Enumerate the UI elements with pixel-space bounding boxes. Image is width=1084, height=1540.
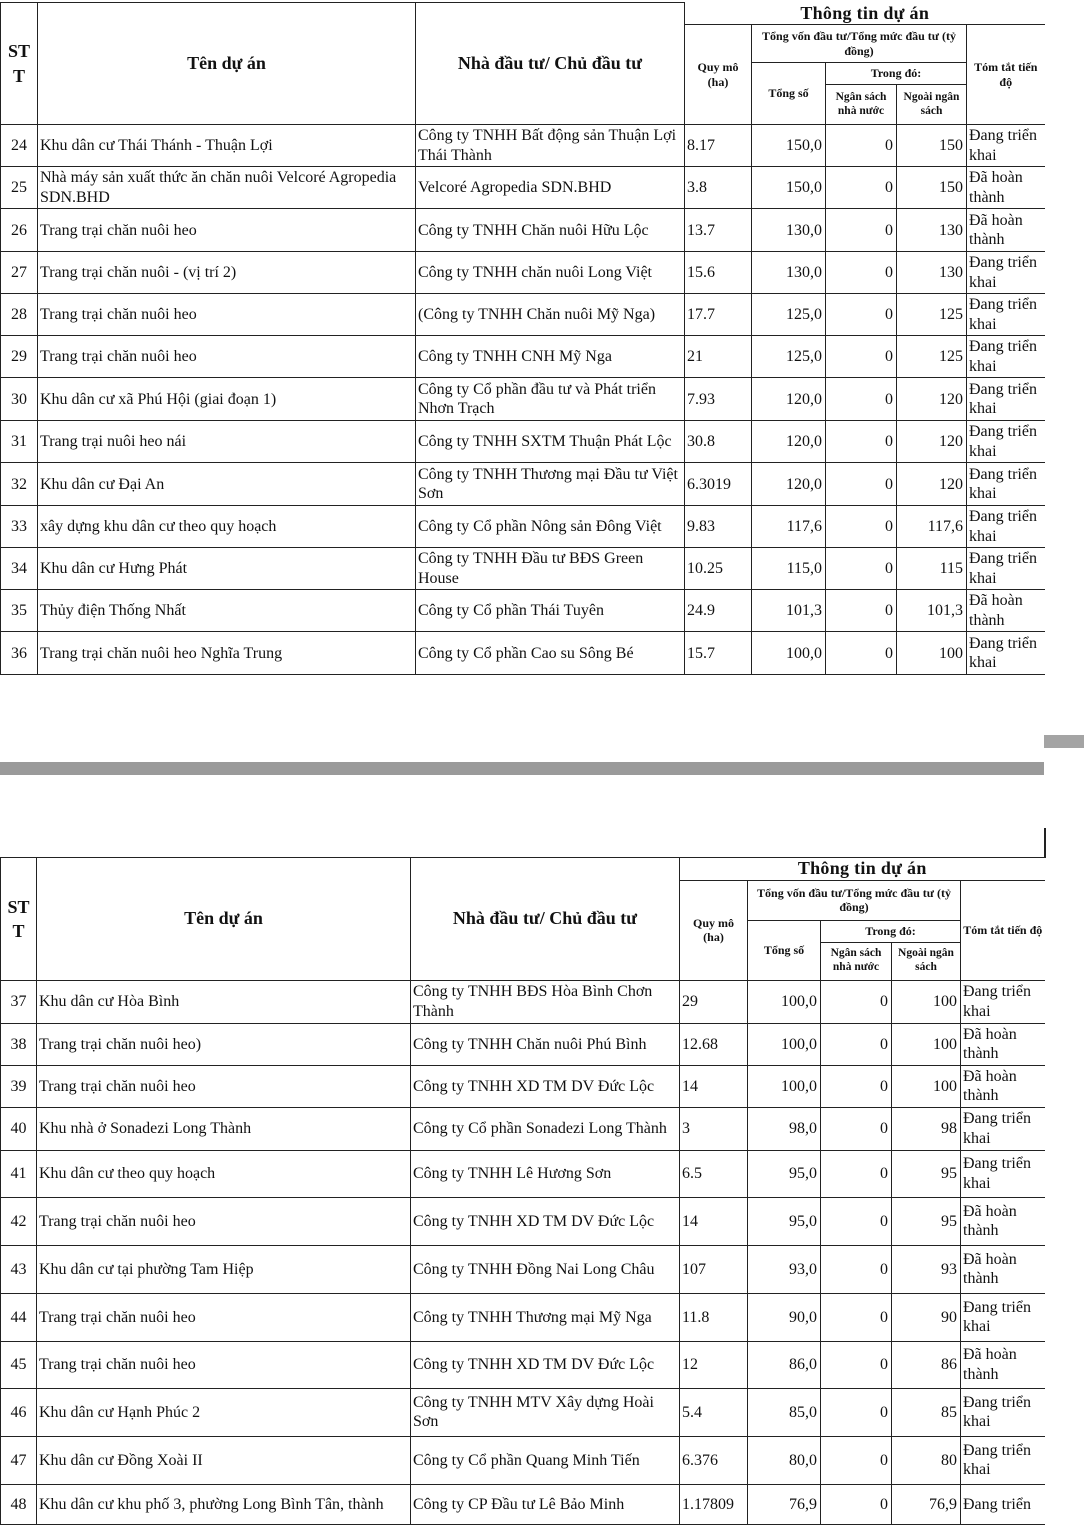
cell-project-name: Khu dân cư Hòa Bình	[37, 980, 411, 1023]
cell-state-budget: 0	[821, 1065, 892, 1107]
cell-scale: 7.93	[685, 378, 752, 421]
cell-non-budget: 100	[892, 1023, 961, 1065]
table-row	[1, 1388, 1045, 1436]
page-divider	[0, 762, 1044, 775]
cell-progress: Đã hoàn thành	[961, 1245, 1045, 1293]
cell-total: 120,0	[752, 463, 826, 506]
cell-total: 95,0	[748, 1197, 821, 1245]
cell-investor: Công ty TNHH Thương mại Đầu tư Việt Sơn	[416, 463, 685, 506]
cell-non-budget: 150	[897, 167, 967, 209]
cell-stt: 41	[1, 1150, 37, 1197]
header-project-info: Thông tin dự án	[680, 858, 1045, 881]
cell-scale: 29	[680, 980, 748, 1023]
cell-state-budget: 0	[821, 1197, 892, 1245]
cell-stt: 30	[1, 378, 38, 421]
cell-state-budget: 0	[821, 1436, 892, 1484]
cell-progress: Đang triển khai	[961, 1388, 1045, 1436]
cell-total: 93,0	[748, 1245, 821, 1293]
cell-non-budget: 95	[892, 1150, 961, 1197]
header-investor: Nhà đầu tư/ Chủ đầu tư	[411, 858, 680, 981]
cell-state-budget: 0	[826, 167, 897, 209]
header-progress: Tóm tắt tiến độ	[961, 880, 1045, 980]
header-state-budget: Ngân sách nhà nước	[821, 942, 892, 980]
table-body-2	[1, 980, 1045, 1524]
cell-stt: 31	[1, 421, 38, 463]
table-row	[1, 252, 1045, 294]
cell-non-budget: 80	[892, 1436, 961, 1484]
cell-scale: 9.83	[685, 506, 752, 548]
table-row	[1, 1436, 1045, 1484]
cell-scale: 3.8	[685, 167, 752, 209]
cell-state-budget: 0	[826, 506, 897, 548]
table-body-1	[1, 125, 1045, 675]
cell-project-name: Trang trại chăn nuôi heo Nghĩa Trung	[38, 632, 416, 675]
cell-stt: 36	[1, 632, 38, 675]
cell-investor: Công ty TNHH MTV Xây dựng Hoài Sơn	[411, 1388, 680, 1436]
cell-non-budget: 101,3	[897, 590, 967, 632]
cell-scale: 24.9	[685, 590, 752, 632]
cell-state-budget: 0	[821, 1341, 892, 1388]
cell-non-budget: 125	[897, 336, 967, 378]
cell-progress: Đang triển khai	[961, 1436, 1045, 1484]
cell-stt: 28	[1, 294, 38, 336]
cell-state-budget: 0	[821, 1023, 892, 1065]
cell-investor: Công ty CP Đầu tư Lê Bảo Minh	[411, 1484, 680, 1524]
cell-state-budget: 0	[826, 252, 897, 294]
cell-project-name: Trang trại chăn nuôi heo	[37, 1293, 411, 1341]
header-of-which: Trong đó:	[821, 920, 961, 942]
cell-scale: 8.17	[685, 125, 752, 167]
cell-progress: Đã hoàn thành	[961, 1341, 1045, 1388]
cell-non-budget: 150	[897, 125, 967, 167]
cell-non-budget: 100	[892, 980, 961, 1023]
cell-progress: Đang triển khai	[961, 1150, 1045, 1197]
cell-scale: 30.8	[685, 421, 752, 463]
cell-stt: 39	[1, 1065, 37, 1107]
header-investor: Nhà đầu tư/ Chủ đầu tư	[416, 3, 685, 125]
cell-non-budget: 90	[892, 1293, 961, 1341]
table-row	[1, 463, 1045, 506]
cell-progress: Đang triển khai	[961, 1107, 1045, 1150]
cell-total: 130,0	[752, 209, 826, 252]
table-row	[1, 1197, 1045, 1245]
header-capital: Tổng vốn đầu tư/Tổng mức đầu tư (tỷ đồng)	[748, 880, 961, 920]
cell-stt: 44	[1, 1293, 37, 1341]
cell-stt: 48	[1, 1484, 37, 1524]
cell-stt: 25	[1, 167, 38, 209]
cell-non-budget: 125	[897, 294, 967, 336]
table-row	[1, 548, 1045, 590]
table-header	[1, 858, 1045, 981]
page-divider-edge	[1044, 735, 1084, 748]
cell-stt: 27	[1, 252, 38, 294]
cell-project-name: Khu dân cư Đại An	[38, 463, 416, 506]
cell-investor: Công ty TNHH Bất động sản Thuận Lợi Thái Thành	[416, 125, 685, 167]
cell-scale: 5.4	[680, 1388, 748, 1436]
cell-project-name: Khu dân cư Hưng Phát	[38, 548, 416, 590]
cell-total: 98,0	[748, 1107, 821, 1150]
cell-state-budget: 0	[826, 548, 897, 590]
header-total: Tổng số	[748, 920, 821, 980]
cell-investor: Công ty TNHH Đồng Nai Long Châu	[411, 1245, 680, 1293]
cell-investor: Công ty Cổ phần Quang Minh Tiến	[411, 1436, 680, 1484]
cell-non-budget: 120	[897, 378, 967, 421]
cell-stt: 24	[1, 125, 38, 167]
cell-state-budget: 0	[826, 209, 897, 252]
table-row	[1, 1245, 1045, 1293]
table-row	[1, 590, 1045, 632]
cell-scale: 12	[680, 1341, 748, 1388]
cell-scale: 12.68	[680, 1023, 748, 1065]
cell-stt: 43	[1, 1245, 37, 1293]
cell-project-name: Khu dân cư Đồng Xoài II	[37, 1436, 411, 1484]
cell-total: 150,0	[752, 125, 826, 167]
cell-scale: 6.5	[680, 1150, 748, 1197]
cell-scale: 21	[685, 336, 752, 378]
table-row	[1, 125, 1045, 167]
cell-project-name: Trang trại chăn nuôi heo	[37, 1341, 411, 1388]
cell-state-budget: 0	[826, 294, 897, 336]
cell-state-budget: 0	[826, 336, 897, 378]
cell-stt: 37	[1, 980, 37, 1023]
cell-stt: 40	[1, 1107, 37, 1150]
cell-non-budget: 98	[892, 1107, 961, 1150]
cell-non-budget: 120	[897, 421, 967, 463]
cell-state-budget: 0	[826, 421, 897, 463]
cell-non-budget: 95	[892, 1197, 961, 1245]
table-row	[1, 294, 1045, 336]
cell-non-budget: 93	[892, 1245, 961, 1293]
project-table-1	[0, 2, 1045, 675]
cell-total: 95,0	[748, 1150, 821, 1197]
header-scale: Quy mô (ha)	[680, 880, 748, 980]
cell-project-name: Trang trại chăn nuôi heo	[38, 294, 416, 336]
table-row	[1, 506, 1045, 548]
cell-state-budget: 0	[821, 1388, 892, 1436]
cell-total: 150,0	[752, 167, 826, 209]
cell-stt: 33	[1, 506, 38, 548]
cell-non-budget: 86	[892, 1341, 961, 1388]
cell-non-budget: 120	[897, 463, 967, 506]
cell-project-name: Khu dân cư tại phường Tam Hiệp	[37, 1245, 411, 1293]
cell-total: 101,3	[752, 590, 826, 632]
cell-investor: Công ty TNHH BĐS Hòa Bình Chơn Thành	[411, 980, 680, 1023]
cell-project-name: Trang trại chăn nuôi heo	[38, 336, 416, 378]
cell-state-budget: 0	[826, 590, 897, 632]
table-row	[1, 1341, 1045, 1388]
cell-investor: Công ty Cổ phần Thái Tuyên	[416, 590, 685, 632]
cell-project-name: Khu dân cư Hạnh Phúc 2	[37, 1388, 411, 1436]
cell-total: 120,0	[752, 421, 826, 463]
sheet-bottom	[0, 857, 1045, 1525]
cell-stt: 45	[1, 1341, 37, 1388]
cell-scale: 1.17809	[680, 1484, 748, 1524]
cell-investor: Công ty TNHH CNH Mỹ Nga	[416, 336, 685, 378]
cell-total: 115,0	[752, 548, 826, 590]
table-row	[1, 1023, 1045, 1065]
cell-state-budget: 0	[821, 1107, 892, 1150]
table-row	[1, 209, 1045, 252]
cell-non-budget: 130	[897, 209, 967, 252]
header-project-info: Thông tin dự án	[685, 3, 1045, 25]
cell-stt: 47	[1, 1436, 37, 1484]
cell-state-budget: 0	[821, 1150, 892, 1197]
cell-state-budget: 0	[821, 980, 892, 1023]
cell-project-name: Trang trại nuôi heo nái	[38, 421, 416, 463]
cell-project-name: Trang trại chăn nuôi heo	[38, 209, 416, 252]
cell-scale: 15.7	[685, 632, 752, 675]
cell-investor: Công ty TNHH XD TM DV Đức Lộc	[411, 1065, 680, 1107]
cell-progress: Đã hoàn thành	[967, 209, 1045, 252]
cell-investor: Công ty Cổ phần Nông sản Đông Việt	[416, 506, 685, 548]
cell-state-budget: 0	[826, 463, 897, 506]
cell-stt: 26	[1, 209, 38, 252]
cell-project-name: Khu dân cư xã Phú Hội (giai đoạn 1)	[38, 378, 416, 421]
cell-non-budget: 100	[897, 632, 967, 675]
cell-state-budget: 0	[826, 125, 897, 167]
cell-stt: 46	[1, 1388, 37, 1436]
cell-investor: Công ty TNHH XD TM DV Đức Lộc	[411, 1341, 680, 1388]
cell-investor: Công ty TNHH Chăn nuôi Phú Bình	[411, 1023, 680, 1065]
cell-total: 86,0	[748, 1341, 821, 1388]
sheet-top	[0, 2, 1045, 675]
cell-non-budget: 100	[892, 1065, 961, 1107]
cell-non-budget: 85	[892, 1388, 961, 1436]
cell-scale: 15.6	[685, 252, 752, 294]
cell-investor: Công ty TNHH Chăn nuôi Hữu Lộc	[416, 209, 685, 252]
cell-total: 80,0	[748, 1436, 821, 1484]
cell-progress: Đang triển khai	[967, 463, 1045, 506]
table-row	[1, 421, 1045, 463]
header-non-budget: Ngoài ngân sách	[892, 942, 961, 980]
cell-scale: 17.7	[685, 294, 752, 336]
cell-total: 117,6	[752, 506, 826, 548]
header-total: Tổng số	[752, 63, 826, 125]
cell-investor: Công ty TNHH XD TM DV Đức Lộc	[411, 1197, 680, 1245]
cell-progress: Đang triển khai	[967, 336, 1045, 378]
cell-stt: 29	[1, 336, 38, 378]
cell-progress: Đang triển khai	[967, 506, 1045, 548]
cell-total: 100,0	[748, 1065, 821, 1107]
cell-progress: Đang triển khai	[967, 632, 1045, 675]
cell-scale: 107	[680, 1245, 748, 1293]
cell-scale: 6.376	[680, 1436, 748, 1484]
cell-progress: Đang triển khai	[967, 421, 1045, 463]
cell-investor: Công ty TNHH Thương mại Mỹ Nga	[411, 1293, 680, 1341]
cell-scale: 6.3019	[685, 463, 752, 506]
cell-investor: Công ty Cổ phần Cao su Sông Bé	[416, 632, 685, 675]
cell-investor: Công ty TNHH Lê Hương Sơn	[411, 1150, 680, 1197]
header-stt: STT	[1, 858, 37, 981]
cell-progress: Đã hoàn thành	[961, 1197, 1045, 1245]
cell-total: 85,0	[748, 1388, 821, 1436]
cell-scale: 13.7	[685, 209, 752, 252]
header-stt: STT	[1, 3, 38, 125]
cell-project-name: xây dựng khu dân cư theo quy hoạch	[38, 506, 416, 548]
cell-project-name: Khu dân cư khu phố 3, phường Long Bình Tân, thành	[37, 1484, 411, 1524]
cell-non-budget: 117,6	[897, 506, 967, 548]
cell-progress: Đang triển khai	[961, 980, 1045, 1023]
cell-total: 125,0	[752, 294, 826, 336]
cell-stt: 35	[1, 590, 38, 632]
header-non-budget: Ngoài ngân sách	[897, 85, 967, 125]
cell-total: 100,0	[748, 980, 821, 1023]
table-row	[1, 336, 1045, 378]
table-row	[1, 1484, 1045, 1524]
cell-project-name: Nhà máy sản xuất thức ăn chăn nuôi Velcoré Agropedia SDN.BHD	[38, 167, 416, 209]
header-state-budget: Ngân sách nhà nước	[826, 85, 897, 125]
cell-investor: Công ty TNHH Đầu tư BĐS Green House	[416, 548, 685, 590]
cell-progress: Đang triển khai	[967, 294, 1045, 336]
cell-investor: (Công ty TNHH Chăn nuôi Mỹ Nga)	[416, 294, 685, 336]
cell-scale: 14	[680, 1197, 748, 1245]
table-row	[1, 1065, 1045, 1107]
cell-investor: Công ty TNHH chăn nuôi Long Việt	[416, 252, 685, 294]
cell-progress: Đang triển khai	[961, 1293, 1045, 1341]
cell-total: 90,0	[748, 1293, 821, 1341]
cell-investor: Công ty Cổ phần đầu tư và Phát triển Nhơn Trạch	[416, 378, 685, 421]
cell-progress: Đang triển	[961, 1484, 1045, 1524]
cell-progress: Đã hoàn thành	[961, 1023, 1045, 1065]
cell-progress: Đã hoàn thành	[967, 167, 1045, 209]
header-progress: Tóm tắt tiến độ	[967, 25, 1045, 125]
cell-stt: 32	[1, 463, 38, 506]
table-row	[1, 1107, 1045, 1150]
cell-total: 120,0	[752, 378, 826, 421]
cell-total: 100,0	[752, 632, 826, 675]
cell-state-budget: 0	[821, 1245, 892, 1293]
cell-total: 100,0	[748, 1023, 821, 1065]
cell-project-name: Trang trại chăn nuôi - (vị trí 2)	[38, 252, 416, 294]
cell-stt: 42	[1, 1197, 37, 1245]
header-scale: Quy mô (ha)	[685, 25, 752, 125]
table-header	[1, 3, 1045, 125]
cell-scale: 11.8	[680, 1293, 748, 1341]
header-of-which: Trong đó:	[826, 63, 967, 85]
cell-progress: Đang triển khai	[967, 125, 1045, 167]
table-row	[1, 632, 1045, 675]
cell-state-budget: 0	[826, 632, 897, 675]
cell-project-name: Trang trại chăn nuôi heo	[37, 1065, 411, 1107]
cell-project-name: Trang trại chăn nuôi heo	[37, 1197, 411, 1245]
project-table-2	[0, 857, 1045, 1525]
header-project-name: Tên dự án	[37, 858, 411, 981]
header-project-name: Tên dự án	[38, 3, 416, 125]
cell-progress: Đang triển khai	[967, 548, 1045, 590]
cell-progress: Đang triển khai	[967, 252, 1045, 294]
cell-progress: Đã hoàn thành	[967, 590, 1045, 632]
cell-project-name: Khu dân cư theo quy hoạch	[37, 1150, 411, 1197]
cell-investor: Velcoré Agropedia SDN.BHD	[416, 167, 685, 209]
cell-state-budget: 0	[826, 378, 897, 421]
header-capital: Tổng vốn đầu tư/Tổng mức đầu tư (tỷ đồng)	[752, 25, 967, 63]
cell-total: 125,0	[752, 336, 826, 378]
cell-stt: 34	[1, 548, 38, 590]
page-edge-mark	[1044, 828, 1046, 858]
cell-progress: Đang triển khai	[967, 378, 1045, 421]
cell-scale: 14	[680, 1065, 748, 1107]
cell-non-budget: 115	[897, 548, 967, 590]
table-row	[1, 378, 1045, 421]
cell-investor: Công ty TNHH SXTM Thuận Phát Lộc	[416, 421, 685, 463]
cell-total: 130,0	[752, 252, 826, 294]
cell-total: 76,9	[748, 1484, 821, 1524]
table-row	[1, 1150, 1045, 1197]
cell-non-budget: 130	[897, 252, 967, 294]
table-row	[1, 1293, 1045, 1341]
cell-progress: Đã hoàn thành	[961, 1065, 1045, 1107]
cell-project-name: Khu dân cư Thái Thánh - Thuận Lợi	[38, 125, 416, 167]
table-row	[1, 167, 1045, 209]
cell-project-name: Khu nhà ở Sonadezi Long Thành	[37, 1107, 411, 1150]
cell-state-budget: 0	[821, 1484, 892, 1524]
cell-investor: Công ty Cổ phần Sonadezi Long Thành	[411, 1107, 680, 1150]
cell-scale: 10.25	[685, 548, 752, 590]
cell-non-budget: 76,9	[892, 1484, 961, 1524]
cell-scale: 3	[680, 1107, 748, 1150]
table-row	[1, 980, 1045, 1023]
cell-stt: 38	[1, 1023, 37, 1065]
cell-project-name: Thủy điện Thống Nhất	[38, 590, 416, 632]
cell-state-budget: 0	[821, 1293, 892, 1341]
cell-project-name: Trang trại chăn nuôi heo)	[37, 1023, 411, 1065]
